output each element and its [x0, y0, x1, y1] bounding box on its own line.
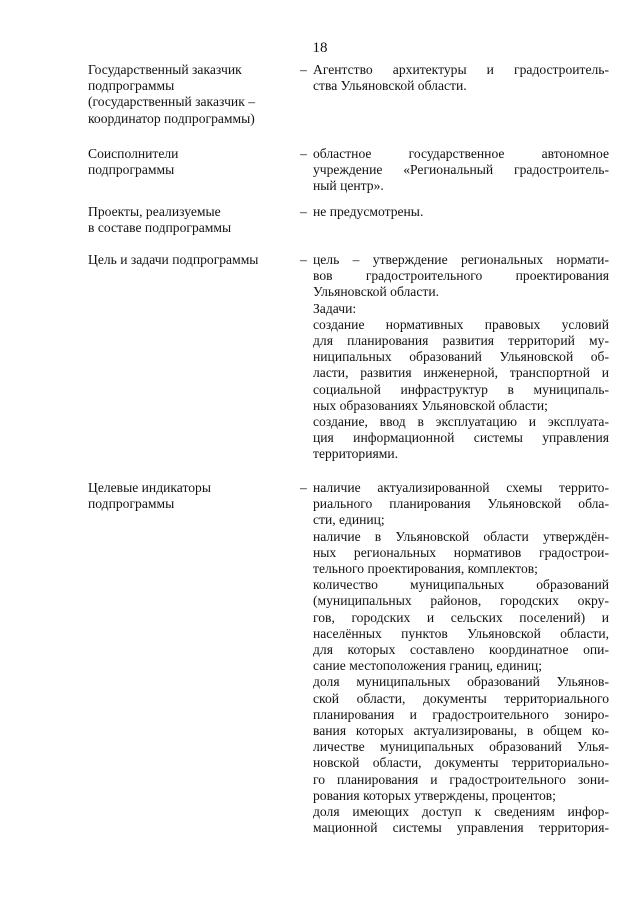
value-line: для планирования развития территорий му-	[313, 333, 609, 349]
label-line: (государственный заказчик –	[88, 94, 255, 110]
value-line: риального планирования Ульяновской обла-	[313, 496, 609, 512]
label-line: координатор подпрограммы)	[88, 110, 255, 126]
value-line: Задачи:	[313, 300, 357, 316]
value-line: Агентство архитектуры и градостроитель-	[313, 62, 609, 77]
row-label	[88, 204, 293, 236]
row-dash: –	[300, 62, 307, 77]
value-line: ской области, документы территориального	[313, 690, 609, 706]
row-dash: –	[300, 480, 307, 495]
row-dash: –	[300, 146, 307, 161]
value-line: ный центр».	[313, 178, 384, 194]
label-line: подпрограммы	[88, 162, 175, 178]
row-dash: –	[300, 204, 307, 219]
value-line: вов градостроительного проектирования	[313, 268, 609, 284]
label-line: Государственный заказчик	[88, 62, 242, 77]
value-line: вания которых актуализированы, в общем ко-	[313, 723, 609, 739]
value-line: планирования и градостроительного зониро-	[313, 706, 609, 722]
value-line: учреждение «Региональный градостроитель-	[313, 162, 609, 178]
value-line: новской области, документы территориально-	[313, 755, 609, 771]
value-line: ных образованиях Ульяновской области;	[313, 397, 548, 413]
row-dash: –	[300, 252, 307, 267]
value-line: ных региональных нормативов градострои-	[313, 544, 609, 560]
value-line: сание местоположения границ, единиц;	[313, 658, 543, 674]
value-line: областное государственное автономное	[313, 146, 609, 161]
value-line: ция информационной системы управления	[313, 430, 609, 446]
value-line: территориями.	[313, 446, 399, 462]
label-line: Целевые индикаторы	[88, 480, 211, 495]
value-line: количество муниципальных образований	[313, 577, 609, 593]
value-line: наличие в Ульяновской области утверждён-	[313, 528, 609, 544]
value-line: ниципальных образований Ульяновской об-	[313, 349, 609, 365]
value-line: наличие актуализированной схемы террито-	[313, 480, 609, 495]
value-line: не предусмотрены.	[313, 204, 424, 219]
value-line: го планирования и градостроительного зони-	[313, 771, 609, 787]
row-value	[313, 252, 609, 463]
value-line: гов, городских и сельских поселений) и	[313, 609, 609, 625]
value-line: сти, единиц;	[313, 512, 385, 528]
value-line: для которых составлено координатное опи-	[313, 642, 609, 658]
value-line: ласти, развития инженерной, транспортной и	[313, 365, 609, 381]
value-line: создание, ввод в эксплуатацию и эксплуата-	[313, 414, 609, 430]
value-line: Ульяновской области.	[313, 284, 439, 300]
row-value	[313, 62, 609, 94]
label-line: Цель и задачи подпрограммы	[88, 252, 259, 267]
value-line: мационной системы управления территория-	[313, 820, 609, 836]
value-line: личестве муниципальных образований Улья-	[313, 739, 609, 755]
label-line: в составе подпрограммы	[88, 220, 232, 236]
value-line: доля муниципальных образований Ульянов-	[313, 674, 609, 690]
label-line: Соисполнители	[88, 146, 179, 161]
label-line: подпрограммы	[88, 496, 175, 512]
row-label	[88, 146, 293, 178]
value-line: цель – утверждение региональных нормати-	[313, 252, 609, 267]
row-label	[88, 480, 293, 512]
row-value	[313, 204, 609, 220]
value-line: ства Ульяновской области.	[313, 78, 467, 94]
row-value	[313, 146, 609, 195]
value-line: доля имеющих доступ к сведениям инфор-	[313, 804, 609, 820]
value-line: рования которых утверждены, процентов;	[313, 787, 556, 803]
value-line: тельного проектирования, комплектов;	[313, 561, 538, 577]
page-number: 18	[312, 40, 328, 56]
value-line: социальной инфраструктур в муниципаль-	[313, 381, 609, 397]
value-line: населённых пунктов Ульяновской области,	[313, 625, 609, 641]
value-line: создание нормативных правовых условий	[313, 316, 609, 332]
row-label	[88, 252, 293, 268]
row-value	[313, 480, 609, 836]
row-label	[88, 62, 293, 127]
label-line: подпрограммы	[88, 78, 175, 94]
value-line: (муниципальных районов, городских окру-	[313, 593, 609, 609]
label-line: Проекты, реализуемые	[88, 204, 221, 219]
